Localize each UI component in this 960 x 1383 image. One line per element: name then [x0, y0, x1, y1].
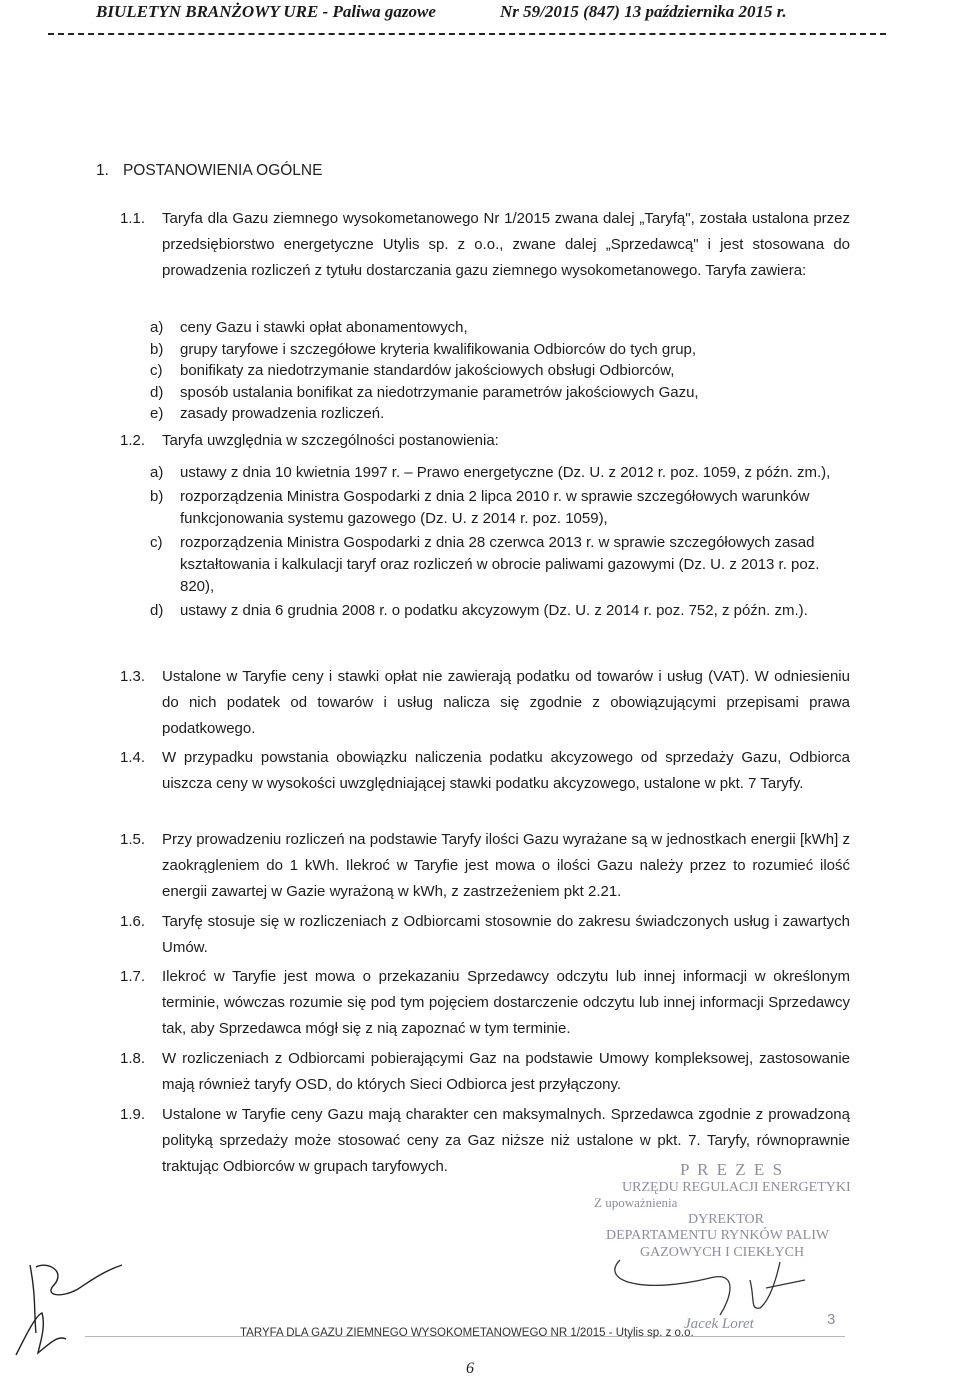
list-marker: d): [150, 383, 164, 401]
paragraph-number: 1.5.: [120, 831, 146, 848]
list-marker: a): [150, 464, 164, 481]
paragraph-number: 1.6.: [120, 913, 146, 930]
stamp-line: Z upoważnienia: [594, 1195, 678, 1210]
list-text: grupy taryfowe i szczegółowe kryteria kwalifikowania Odbiorców do tych grup,: [180, 340, 697, 358]
page-number: 3: [827, 1311, 836, 1328]
list-item: [150, 360, 850, 382]
section-number: 1.: [96, 162, 109, 179]
paragraph-1-1: [120, 206, 850, 284]
paragraph-1-3: [120, 664, 850, 742]
list-marker: c): [150, 534, 163, 551]
paragraph-text: W rozliczeniach z Odbiorcami pobierającymi Gaz na podstawie Umowy kompleksowej, zastosowanie mają również taryfy OSD, do których Sieci Odbiorca jest przyłączony.: [162, 1050, 850, 1093]
list-item: [150, 339, 850, 361]
list-item: [150, 317, 850, 339]
bulletin-issue: Nr 59/2015 (847) 13 października 2015 r.: [500, 2, 787, 21]
paragraph-text: Przy prowadzeniu rozliczeń na podstawie Taryfy ilości Gazu wyrażane są w jednostkach energii [kWh] z zaokrągleniem do 1 kWh. Ilekroć w Taryfie jest mowa o ilości Gazu należy przez to rozumieć ilość energii zawartej w Gazie wyrażoną w kWh, z zastrzeżeniem pkt 2.21.: [162, 831, 850, 900]
list-text: sposób ustalania bonifikat za niedotrzymanie parametrów jakościowych Gazu,: [180, 383, 699, 401]
paragraph-1-8: [120, 1046, 850, 1098]
paragraph-1-2: [120, 428, 850, 454]
list-text: ustawy z dnia 10 kwietnia 1997 r. – Prawo energetyczne (Dz. U. z 2012 r. poz. 1059, z późn. zm.),: [180, 464, 831, 481]
list-marker: c): [150, 362, 163, 379]
paragraph-1-6: [120, 909, 850, 961]
paragraph-text: Ustalone w Taryfie ceny i stawki opłat nie zawierają podatku od towarów i usług (VAT). W odniesieniu do nich podatek od towarów i usług nalicza się zgodnie z obowiązującymi przepisami prawa podatkowego.: [162, 668, 850, 737]
footer-title: TARYFA DLA GAZU ZIEMNEGO WYSOKOMETANOWEGO NR 1/2015 - Utylis sp. z o.o.: [240, 1327, 694, 1339]
list-1-2: [150, 462, 840, 622]
paragraph-1-4: [120, 745, 850, 797]
list-text: ceny Gazu i stawki opłat abonamentowych,: [180, 319, 468, 336]
list-item: [150, 462, 840, 484]
paragraph-text: Ilekroć w Taryfie jest mowa o przekazaniu Sprzedawcy odczytu lub innej informacji w określonym terminie, wówczas rozumie się pod tym pojęciem dostarczenie odczytu lub innej informacji Sprzedawcy tak, aby Sprzedawca mógł się z nią zapoznać w tym terminie.: [162, 968, 850, 1037]
stamp-line: URZĘDU REGULACJI ENERGETYKI: [622, 1180, 851, 1195]
stamp-name: Jacek Loret: [684, 1316, 754, 1332]
paragraph-number: 1.2.: [120, 432, 146, 449]
list-item: [150, 532, 840, 598]
paragraph-number: 1.4.: [120, 749, 146, 766]
handwritten-initials: [0, 1255, 140, 1365]
paragraph-number: 1.8.: [120, 1050, 146, 1067]
list-marker: d): [150, 602, 164, 619]
paragraph-number: 1.9.: [120, 1106, 146, 1123]
bulletin-page-number: 6: [466, 1360, 474, 1377]
list-item: [150, 486, 840, 530]
stamp-line: GAZOWYCH I CIEKŁYCH: [640, 1245, 805, 1260]
list-marker: b): [150, 488, 164, 505]
stamp-line: DYREKTOR: [688, 1212, 764, 1227]
list-item: [150, 600, 840, 622]
section-heading: [96, 162, 336, 180]
list-marker: a): [150, 319, 164, 336]
paragraph-number: 1.7.: [120, 968, 146, 985]
paragraph-1-5: [120, 827, 850, 905]
stamp-line: P R E Z E S: [680, 1160, 785, 1179]
header-divider: [48, 33, 886, 35]
list-text: rozporządzenia Ministra Gospodarki z dnia 28 czerwca 2013 r. w sprawie szczegółowych zasad kształtowania i kalkulacji taryf oraz rozliczeń w obrocie paliwami gazowymi (Dz. U. z 2013 r. poz. 820),: [180, 534, 820, 595]
bulletin-title: BIULETYN BRANŻOWY URE - Paliwa gazowe: [96, 2, 436, 21]
paragraph-number: 1.1.: [120, 210, 146, 227]
paragraph-1-7: [120, 964, 850, 1042]
list-text: rozporządzenia Ministra Gospodarki z dnia 2 lipca 2010 r. w sprawie szczegółowych warunków funkcjonowania systemu gazowego (Dz. U. z 2014 r. poz. 1059),: [180, 488, 810, 527]
list-text: ustawy z dnia 6 grudnia 2008 r. o podatku akcyzowym (Dz. U. z 2014 r. poz. 752, z późn. zm.).: [180, 602, 808, 619]
list-item: [150, 403, 850, 425]
list-text: bonifikaty za niedotrzymanie standardów jakościowych obsługi Odbiorców,: [180, 362, 675, 379]
list-marker: b): [150, 340, 164, 358]
list-1-1: [150, 317, 850, 425]
paragraph-text: Taryfę stosuje się w rozliczeniach z Odbiorcami stosownie do zakresu świadczonych usług i zawartych Umów.: [162, 913, 850, 956]
handwritten-signature: [600, 1250, 820, 1325]
list-text: zasady prowadzenia rozliczeń.: [180, 405, 385, 422]
list-item: [150, 382, 850, 404]
list-marker: e): [150, 405, 164, 422]
paragraph-text: W przypadku powstania obowiązku naliczenia podatku akcyzowego od sprzedaży Gazu, Odbiorca uiszcza ceny w wysokości uwzględniającej stawki podatku akcyzowego, ustalone w pkt. 7 Taryfy.: [162, 749, 850, 792]
section-title: POSTANOWIENIA OGÓLNE: [122, 162, 323, 179]
paragraph-text: Ustalone w Taryfie ceny Gazu mają charakter cen maksymalnych. Sprzedawca zgodnie z prowadzoną polityką sprzedaży może stosować ceny za Gaz niższe niż ustalone w pkt. 7. Taryfy, równoprawnie traktując Odbiorców w grupach taryfowych.: [162, 1106, 850, 1175]
bulletin-header: [0, 0, 960, 40]
paragraph-text: Taryfa dla Gazu ziemnego wysokometanowego Nr 1/2015 zwana dalej „Taryfą", została ustalona przez przedsiębiorstwo energetyczne Utylis sp. z o.o., zwane dalej „Sprzedawcą" i jest stosowana do prowadzenia rozliczeń z tytułu dostarczania gazu ziemnego wysokometanowego. Taryfa zawiera:: [162, 210, 850, 279]
paragraph-text: Taryfa uwzględnia w szczególności postanowienia:: [162, 432, 499, 449]
stamp-line: DEPARTAMENTU RYNKÓW PALIW: [606, 1228, 830, 1243]
paragraph-number: 1.3.: [120, 668, 146, 685]
